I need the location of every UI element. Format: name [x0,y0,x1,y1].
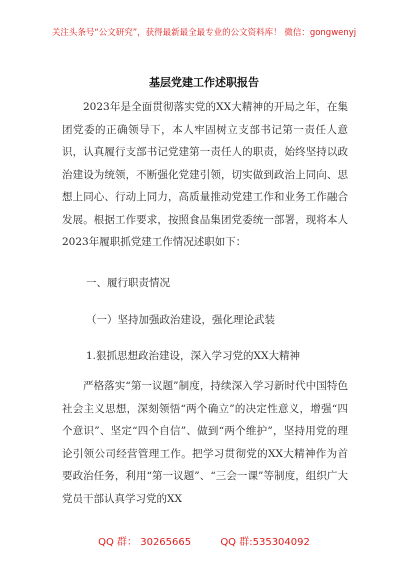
header-banner: 关注头条号“公文研究”，获得最新最全最专业的公文资料库！ 微信：gongwenyj [51,28,357,38]
section-heading: 一、履行职责情况 [86,277,170,289]
paragraph-intro: 2023年是全面贯彻落实党的XX大精神的开局之年，在集团党委的正确领导下，本人牢固树立支部书记第一责任人意识，认真履行支部书记党建第一责任人的职责，始终坚持以政治建设为统领，不断强化党建引领，切实做到政治上同向、思想上同心、行动上同力，高质量推动党建工作和业务工作融合发展。根据工作要求，按照食品集团党委统一部署，现将本人2023年履职抓党建工作情况述职如下： [62,101,348,248]
subsection-heading: （一）坚持加强政治建设，强化理论武装 [86,314,275,326]
document-title: 基层党建工作述职报告 [149,76,259,89]
footer-contacts [0,533,408,548]
footer-qq-group-1: QQ 群： 30265665 [98,537,192,548]
paragraph-body: 严格落实“第一议题”制度，持续深入学习新时代中国特色社会主义思想，深刻领悟“两个确立”的决定性意义，增强“四个意识”、坚定“四个自信”、做到“两个维护”，坚持用党的理论引领公司经营管理工作。把学习贯彻党的XX大精神作为首要政治任务，利用“第一议题”、“三会一课”等制度，组织广大党员干部认真学习党的XX [62,380,348,505]
footer-qq-group-2: QQ 群:535304092 [220,537,310,548]
item-heading: 1.狠抓思想政治建设，深入学习党的XX大精神 [86,350,300,362]
